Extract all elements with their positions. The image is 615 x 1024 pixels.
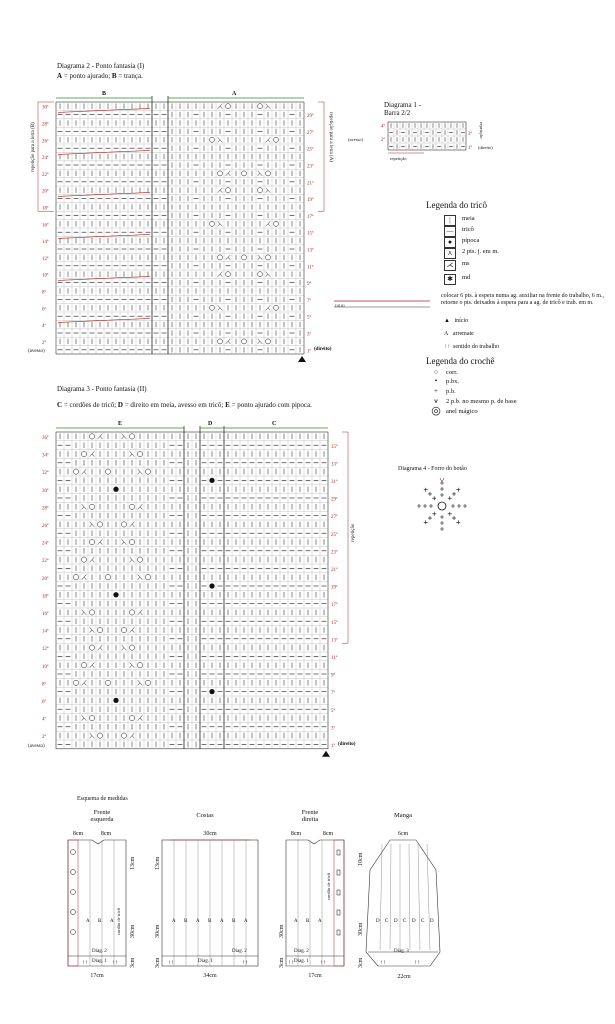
section-b: B	[208, 919, 212, 924]
section-a: A	[244, 919, 248, 924]
row-label-right: 5ª	[307, 315, 311, 321]
croche-sc-icon	[452, 516, 456, 520]
legend-trico-item	[444, 215, 475, 226]
section-d: D	[412, 919, 416, 924]
row-label-left: 18ª	[42, 594, 49, 600]
row-label-right: 25ª	[331, 532, 338, 538]
rep-side: repetição	[479, 122, 484, 139]
legend-label: anel mágico	[446, 408, 478, 415]
measure-label-vertical: 3cm	[155, 957, 161, 968]
croche-sc-icon	[440, 487, 444, 491]
legend-croche-item	[430, 378, 459, 385]
row-label-right: 21ª	[307, 181, 314, 187]
section-c: C	[385, 919, 389, 924]
legend-label: p.bx.	[446, 378, 459, 385]
row-label-left: 6ª	[42, 307, 46, 313]
croche-sc-icon	[452, 492, 456, 496]
legend-croche-item	[430, 388, 456, 395]
measure-30cm: 30cm	[203, 831, 217, 837]
row-label-left: 36ª	[42, 436, 49, 442]
row-label-left: 10ª	[42, 664, 49, 670]
measure-label-vertical: 3cm	[279, 957, 285, 968]
row-label-right: 33ª	[331, 462, 338, 468]
diagram2-chart	[28, 84, 333, 374]
croche-sc-icon	[432, 496, 436, 500]
croche-sc-icon	[440, 493, 444, 497]
col-label-b: B	[102, 91, 107, 97]
cordao-label: cordão de tricô	[116, 908, 121, 935]
row-label-left: 8ª	[42, 290, 46, 296]
stitch-popcorn	[113, 592, 118, 597]
section-a: A	[220, 919, 224, 924]
legend-symbol-icon: +	[434, 387, 438, 395]
measures-title: Esquema de medidas	[77, 796, 128, 802]
label-direito: (direito)	[314, 347, 332, 352]
diagram2-title: Diagrama 2 - Ponto fantasia (I)	[57, 62, 145, 70]
legend-symbol-icon: ◎	[431, 405, 441, 417]
row-label-left: 34ª	[42, 453, 49, 459]
row-label-right: 3ª	[331, 726, 335, 732]
sentido-icon: ↑↑	[444, 344, 450, 350]
croche-sc-icon	[440, 515, 444, 519]
piece-title-front-right: direita	[301, 816, 319, 823]
button-icon	[71, 930, 76, 935]
legend-symbol-icon: ⋏	[444, 248, 456, 259]
row-label-left: 4ª	[42, 717, 46, 723]
piece-title-front-left: esquerda	[90, 816, 114, 823]
arrow-icon: ↑↑	[414, 960, 420, 966]
legend-label: md	[462, 274, 471, 281]
row-label-right: 23ª	[307, 164, 314, 170]
row-label-right: 15ª	[307, 231, 314, 237]
measure-label-vertical: 13cm	[155, 856, 161, 870]
row-label-right: 7ª	[331, 691, 335, 697]
row-label-left: 16ª	[42, 612, 49, 618]
row-label-right: 19ª	[331, 585, 338, 591]
legend-arremate: A arremate	[444, 331, 474, 337]
piece-guide	[418, 844, 420, 950]
measure-label-vertical: 30cm	[358, 922, 364, 936]
legend-label: pipoca	[462, 237, 480, 244]
diag2-label: Diag. 2	[294, 949, 309, 954]
measure-8cm: 8cm	[100, 831, 112, 837]
stitch-popcorn	[209, 689, 214, 694]
row-label-left: 30ª	[42, 488, 49, 494]
legend-label: ms	[462, 260, 470, 267]
legend-croche-title: Legenda do crochê	[426, 356, 495, 366]
button-icon	[71, 910, 76, 915]
row-label: 4ª	[381, 124, 385, 130]
diagram3-subtitle: C = cordões de tricô; D = direito em meia, avesso em tricô; E = ponto ajurado com pipoca.	[57, 401, 312, 409]
row-label-left: 6ª	[42, 700, 46, 706]
row-label-left: 28ª	[42, 122, 49, 128]
diag2-label: Diag. 2	[232, 949, 247, 954]
legend-symbol-icon: ○	[433, 368, 439, 376]
row-label-right: 11ª	[331, 656, 338, 662]
row-label-left: 12ª	[42, 256, 49, 262]
croche-sc-icon	[429, 504, 433, 508]
row-label-left: 32ª	[42, 471, 49, 477]
legend-croche-item	[430, 369, 458, 376]
legend-label: corr.	[446, 369, 458, 376]
row-label-right: 17ª	[331, 603, 338, 609]
diag2-label: Diag. 2	[92, 949, 107, 954]
piece-sleeve	[366, 840, 440, 966]
row-label-right: 29ª	[307, 114, 314, 120]
row-label-left: 14ª	[42, 629, 49, 635]
row-label-right: 19ª	[307, 198, 314, 204]
measure-label-vertical: 30cm	[279, 924, 285, 938]
measure-17cm: 17cm	[90, 973, 104, 979]
measure-label-vertical: 30cm	[130, 924, 136, 938]
section-d: D	[376, 919, 380, 924]
measure-label-vertical: 10cm	[358, 852, 364, 866]
diag1-label: Diag. 1	[92, 959, 107, 964]
arrow-icon: ↑↑	[82, 960, 88, 966]
key-a: A	[57, 72, 63, 80]
row-label-right: 29ª	[331, 497, 338, 503]
row-label-right: 17ª	[307, 214, 314, 220]
measure-label-vertical: 3cm	[130, 957, 136, 968]
row-label-right: 3ª	[307, 332, 311, 338]
row-label-left: 22ª	[42, 172, 49, 178]
row-label-left: 30ª	[42, 105, 49, 111]
row-label-left: 20ª	[42, 189, 49, 195]
button-band	[68, 840, 78, 966]
diag3-label: Diag. 3	[394, 949, 409, 954]
row-label-right: 23ª	[331, 550, 338, 556]
legend-label: meia	[462, 215, 475, 222]
row-label-left: 2ª	[42, 340, 46, 346]
inicio-icon	[298, 356, 306, 362]
col-label-d: D	[208, 421, 213, 427]
measure-label-vertical: 3cm	[358, 957, 364, 968]
legend-trico-item	[444, 274, 470, 285]
measure-22cm: 22cm	[397, 974, 411, 980]
stitch-popcorn	[209, 583, 214, 588]
section-c: C	[403, 919, 407, 924]
buttonhole-icon	[337, 930, 340, 935]
croche-sc-icon	[428, 492, 432, 496]
legend-sentido: ↑↑ sentido do trabalho	[444, 344, 499, 350]
row-label-right: 9ª	[331, 673, 335, 679]
legend-trico-item	[444, 248, 499, 259]
row-label-right: 5ª	[331, 708, 335, 714]
row-label-left: 26ª	[42, 524, 49, 530]
croche-sc-icon	[448, 496, 452, 500]
arrow-icon: ↑↑	[242, 960, 248, 966]
arrow-icon: ↑↑	[380, 960, 386, 966]
croche-sc-icon	[463, 504, 467, 508]
inicio-icon	[322, 751, 330, 757]
row-label-left: 24ª	[42, 156, 49, 162]
croche-sc-icon	[417, 504, 421, 508]
legend-croche-item	[430, 398, 517, 405]
measure-8cm: 8cm	[322, 831, 334, 837]
piece-guide	[390, 844, 391, 950]
row-label-right: 27ª	[307, 130, 314, 136]
section-d: D	[430, 919, 434, 924]
label-direito: (direito)	[338, 741, 356, 747]
legend-trico-item	[444, 260, 470, 271]
measure-34cm: 34cm	[203, 973, 217, 979]
row-label-right: 31ª	[331, 480, 338, 486]
row-label-left: 4ª	[42, 324, 46, 330]
section-a: A	[86, 919, 90, 924]
rep-bottom: repetição	[390, 156, 407, 161]
piece-front-left	[68, 840, 126, 966]
piece-guide	[380, 844, 382, 950]
button-icon	[71, 850, 76, 855]
piece-guide	[409, 844, 410, 950]
buttonhole-icon	[337, 850, 340, 855]
label-avesso: (avesso)	[348, 137, 363, 142]
row-label-left: 2ª	[42, 735, 46, 741]
stitch-popcorn	[113, 487, 118, 492]
croche-sc-icon	[423, 504, 427, 508]
croche-sc-icon	[451, 504, 455, 508]
buttonhole-band	[334, 840, 344, 966]
row-label-right: 21ª	[331, 568, 338, 574]
piece-title-front-left: Frente	[93, 809, 111, 816]
inicio-icon: ▲	[444, 318, 450, 324]
row-label-left: 10ª	[42, 273, 49, 279]
diagram4-chart	[412, 476, 472, 536]
buttonhole-icon	[337, 890, 340, 895]
piece-title-front-right: Frente	[301, 809, 319, 816]
croche-sc-icon	[440, 527, 444, 531]
piece-title-back: Costas	[196, 812, 214, 819]
piece-title-sleeve: Manga	[393, 812, 413, 819]
legend-trico-title: Legenda do tricô	[426, 200, 487, 210]
rep-label: repetição	[351, 523, 356, 542]
section-c: C	[421, 919, 425, 924]
rep-label-right: repetição para a letra (A)	[328, 112, 333, 162]
legend-symbol-icon: ●	[444, 237, 456, 248]
section-b: B	[306, 919, 310, 924]
measure-6cm: 6cm	[397, 831, 409, 837]
row-label: 2ª	[381, 137, 385, 143]
buttonhole-icon	[337, 910, 340, 915]
row-label-right: 7ª	[307, 298, 311, 304]
section-a: A	[318, 919, 322, 924]
svg-text:ııııııı: ııııııı	[335, 304, 345, 309]
legend-symbol-icon: —	[444, 226, 456, 237]
row-label-right: 35ª	[331, 444, 338, 450]
legend-label: 2 pts. j. em m.	[462, 248, 500, 255]
stitch-popcorn	[209, 478, 214, 483]
row-label-left: 8ª	[42, 682, 46, 688]
section-b: B	[184, 919, 188, 924]
measure-8cm: 8cm	[72, 831, 84, 837]
row-label-left: 12ª	[42, 647, 49, 653]
section-a: A	[196, 919, 200, 924]
row-label-right: 11ª	[307, 265, 314, 271]
cable-text: colocar 6 pts. à espera numa ag. auxiliar na frente do trabalho, 6 m., retorne o pts. deixados à espera para a ag. de tricô e trab. em m.	[441, 293, 604, 306]
rep-label-left: repetição para a letra (B)	[31, 122, 36, 172]
row-label-right: 13ª	[331, 638, 338, 644]
arrow-icon: ↑↑	[288, 960, 294, 966]
section-b: B	[232, 919, 236, 924]
measure-label-vertical: 30cm	[155, 924, 161, 938]
cordao-label: cordão de tricô	[326, 873, 331, 900]
legend-symbol-icon: ✱	[444, 274, 456, 285]
croche-sc-icon	[440, 521, 444, 525]
rep-bracket-right	[318, 102, 324, 211]
measure-label-vertical: 13cm	[130, 856, 136, 870]
row-label-left: 24ª	[42, 541, 49, 547]
row-label-left: 20ª	[42, 576, 49, 582]
magic-ring-icon	[438, 502, 446, 510]
buttonhole-icon	[337, 870, 340, 875]
row-label-right: 15ª	[331, 620, 338, 626]
legend-label: 2 p.b. no mesmo p. de base	[446, 398, 517, 405]
row-label-right: 27ª	[331, 515, 338, 521]
diag1-label: Diag. 1	[198, 959, 213, 964]
col-label-e: E	[118, 421, 123, 427]
arremate-icon: A	[444, 331, 449, 337]
diagram3-chart	[28, 414, 358, 758]
key-b: B	[111, 72, 117, 80]
diagram3-title: Diagrama 3 - Ponto fantasia (II)	[57, 385, 147, 393]
croche-sc-icon	[448, 512, 452, 516]
row-label-left: 28ª	[42, 506, 49, 512]
measures-chart	[40, 805, 480, 985]
diag1-label: Diag. 1	[294, 959, 309, 964]
row-label-left: 14ª	[42, 240, 49, 246]
diagram1-subtitle: Barra 2/2	[384, 109, 411, 117]
legend-trico-item	[444, 226, 474, 237]
croche-sc-icon	[456, 520, 460, 524]
section-b: B	[98, 919, 102, 924]
measure-17cm: 17cm	[308, 973, 322, 979]
legend-label: tricô	[462, 226, 474, 233]
diagram1-title: Diagrama 1 -	[384, 101, 421, 109]
croche-sc-icon	[456, 488, 460, 492]
croche-sc-icon	[432, 512, 436, 516]
croche-sc-icon	[424, 520, 428, 524]
cable-symbol	[332, 296, 432, 314]
diagram4-title: Diagrama 4 - Forro do botão	[398, 466, 467, 472]
col-label-a: A	[232, 91, 237, 97]
section-d: D	[394, 919, 398, 924]
row-label: 3ª	[468, 132, 472, 137]
arrow-icon: ↑↑	[168, 960, 174, 966]
row-label-right: 1ª	[307, 349, 311, 355]
croche-sc-icon	[457, 504, 461, 508]
legend-label: p.b.	[446, 388, 456, 395]
row-label-left: 26ª	[42, 139, 49, 145]
legend-croche-item	[430, 405, 478, 417]
row-label-left: 22ª	[42, 559, 49, 565]
diagram2-subtitle: A = ponto ajurado; B = trança.	[57, 72, 143, 80]
legend-symbol-icon: •	[434, 377, 438, 385]
arrow-icon: ↑↑	[112, 960, 118, 966]
row-label-right: 13ª	[307, 248, 314, 254]
section-a: A	[294, 919, 298, 924]
row-label: 1ª	[468, 146, 472, 151]
label-avesso: (avesso)	[28, 349, 45, 354]
section-a: A	[110, 919, 114, 924]
piece-front-right	[286, 840, 344, 966]
row-label-right: 9ª	[307, 282, 311, 288]
button-icon	[71, 870, 76, 875]
col-label-c: C	[272, 421, 277, 427]
stitch-popcorn	[113, 698, 118, 703]
arrow-icon: ↑↑	[320, 960, 326, 966]
legend-symbol-icon: |	[444, 215, 456, 226]
croche-sc-icon	[428, 516, 432, 520]
button-icon	[71, 890, 76, 895]
legend-symbol-icon: ⩛	[434, 397, 438, 405]
arremate-icon	[440, 478, 444, 482]
label-direito: (direito)	[478, 145, 493, 150]
croche-sc-icon	[424, 488, 428, 492]
legend-trico-item	[444, 237, 479, 248]
row-label-right: 1ª	[331, 744, 335, 750]
measure-8cm: 8cm	[290, 831, 302, 837]
rep-bracket	[342, 432, 348, 643]
legend-symbol-icon: ⋌	[444, 260, 456, 271]
row-label-right: 25ª	[307, 147, 314, 153]
row-label-left: 18ª	[42, 206, 49, 212]
label-avesso: (avesso)	[28, 743, 45, 749]
legend-inicio: ▲ início	[444, 318, 469, 324]
section-a: A	[172, 919, 176, 924]
row-label-left: 16ª	[42, 223, 49, 229]
diagram1-chart	[348, 116, 493, 166]
